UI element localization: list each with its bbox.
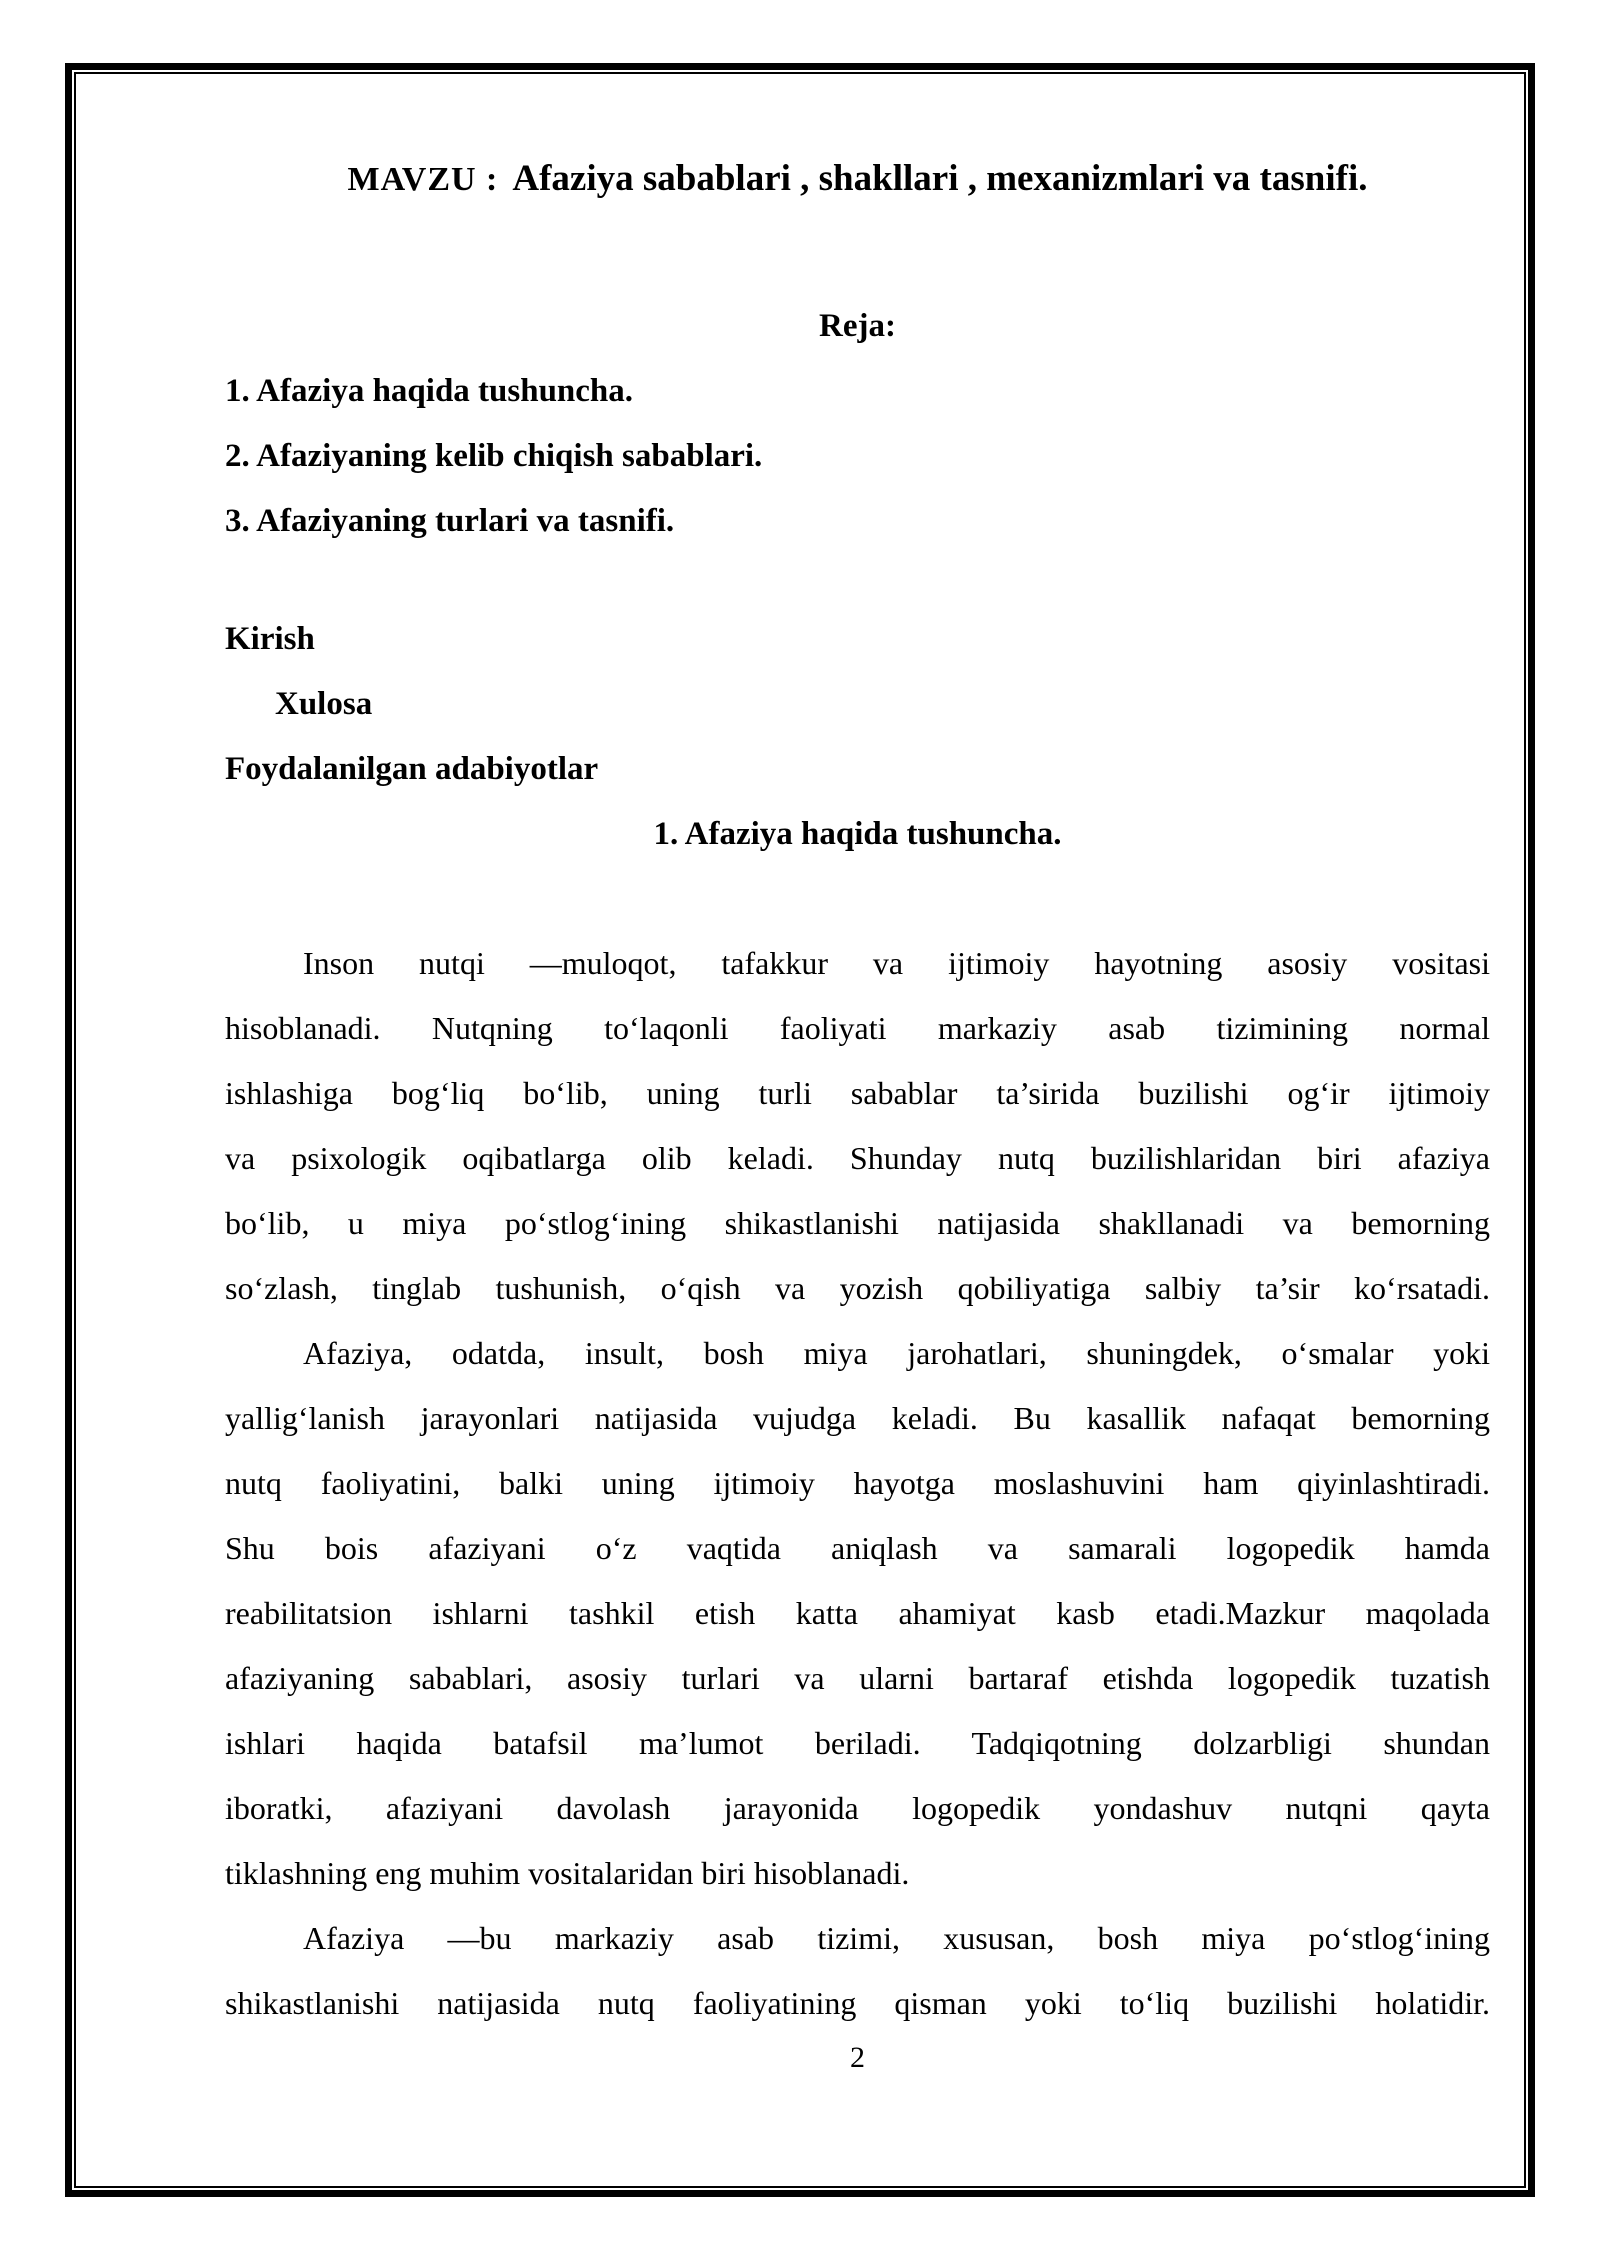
paragraph (225, 1906, 1490, 2036)
title-text: Afaziya sabablari , shakllari , mexanizmlari va tasnifi. (512, 158, 1368, 199)
page-number: 2 (850, 2041, 865, 2074)
paragraph-line: reabilitatsion ishlarni tashkil etish katta ahamiyat kasb etadi.Mazkur maqolada (225, 1595, 1490, 1631)
paragraph-line: afaziyaning sabablari, asosiy turlari va ularni bartaraf etishda logopedik tuzatish (225, 1660, 1490, 1696)
plan-list (225, 359, 1490, 554)
plan-item-1: 1. Afaziya haqida tushuncha. (225, 373, 634, 409)
paragraph-line: bo‘lib, u miya po‘stlog‘ining shikastlanishi natijasida shakllanadi va bemorning (225, 1205, 1490, 1241)
paragraph-line: Afaziya, odatda, insult, bosh miya jarohatlari, shuningdek, o‘smalar yoki (303, 1335, 1490, 1371)
paragraph-line: va psixologik oqibatlarga olib keladi. Shunday nutq buzilishlaridan biri afaziya (225, 1140, 1490, 1176)
plan-heading: Reja: (819, 308, 896, 344)
title-label: MAVZU : (347, 161, 499, 198)
paragraph-line: Shu bois afaziyani o‘z vaqtida aniqlash va samarali logopedik hamda (225, 1530, 1490, 1566)
plan-extra-adabiyotlar: Foydalanilgan adabiyotlar (225, 751, 599, 787)
paragraph (225, 1321, 1490, 1906)
plan-item-2: 2. Afaziyaning kelib chiqish sabablari. (225, 438, 763, 474)
paragraph-line: iboratki, afaziyani davolash jarayonida logopedik yondashuv nutqni qayta (225, 1790, 1490, 1826)
plan-extras (225, 607, 1490, 802)
paragraph-line: tiklashning eng muhim vositalaridan biri hisoblanadi. (225, 1855, 910, 1891)
paragraph-line: Inson nutqi —muloqot, tafakkur va ijtimoiy hayotning asosiy vositasi (303, 945, 1490, 981)
paragraph-line: hisoblanadi. Nutqning to‘laqonli faoliyati markaziy asab tizimining normal (225, 1010, 1490, 1046)
paragraph (225, 931, 1490, 1321)
plan-item-3: 3. Afaziyaning turlari va tasnifi. (225, 503, 675, 539)
paragraph-line: so‘zlash, tinglab tushunish, o‘qish va yozish qobiliyatiga salbiy ta’sir ko‘rsatadi. (225, 1270, 1490, 1306)
paragraph-line: Afaziya —bu markaziy asab tizimi, xususan, bosh miya po‘stlog‘ining (303, 1920, 1490, 1956)
body-text (225, 931, 1490, 2036)
document-title (225, 149, 1490, 210)
section-heading: 1. Afaziya haqida tushuncha. (653, 816, 1062, 852)
paragraph-line: shikastlanishi natijasida nutq faoliyatining qisman yoki to‘liq buzilishi holatidir. (225, 1985, 1490, 2021)
paragraph-line: nutq faoliyatini, balki uning ijtimoiy hayotga moslashuvini ham qiyinlashtiradi. (225, 1465, 1490, 1501)
paragraph-line: yallig‘lanish jarayonlari natijasida vujudga keladi. Bu kasallik nafaqat bemorning (225, 1400, 1490, 1436)
paragraph-line: ishlashiga bog‘liq bo‘lib, uning turli sabablar ta’sirida buzilishi og‘ir ijtimoiy (225, 1075, 1490, 1111)
plan-extra-kirish: Kirish (225, 621, 315, 657)
paragraph-line: ishlari haqida batafsil ma’lumot beriladi. Tadqiqotning dolzarbligi shundan (225, 1725, 1490, 1761)
plan-extra-xulosa: Xulosa (275, 686, 373, 722)
